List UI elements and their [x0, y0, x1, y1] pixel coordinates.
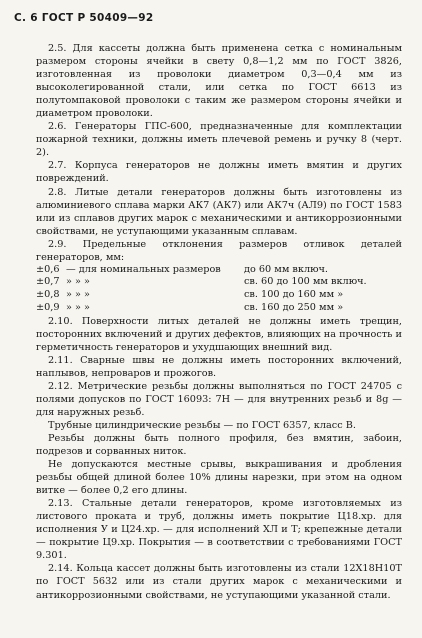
tolerance-row [36, 276, 402, 289]
clause-2-10: 2.10. Поверхности литых деталей не должны иметь трещин, посторонних включений и других дефектов, влияющих на прочность и герметичность генераторов и ухудшающих внешний вид. [36, 315, 402, 353]
page-header: С. 6 ГОСТ Р 50409—92 [14, 12, 154, 24]
tolerance-desc: » » » [66, 301, 90, 313]
clause-2-6: 2.6. Генераторы ГПС-600, предназначенные для комплектации пожарной техники, должны иметь плечевой ремень и ручку 8 (черт. 2). [36, 121, 402, 159]
tolerance-value: ±0,8 [36, 289, 60, 301]
tolerance-table [36, 264, 402, 315]
clause-2-11: 2.11. Сварные швы не должны иметь посторонних включений, наплывов, непроваров и прожогов. [36, 354, 402, 379]
tolerance-value: ±0,7 [36, 276, 60, 288]
document-body [36, 42, 402, 602]
clause-2-13: 2.13. Стальные детали генераторов, кроме изготовляемых из листового проката и труб, должны иметь покрытие Ц18.хр. для исполнения У и Ц24.хр. — для исполнений ХЛ и Т; крепежные детали — покрытие Ц9.хр. Покрытия — в соответствии с требованиями ГОСТ 9.301. [36, 498, 402, 562]
full-profile-note: Резьбы должны быть полного профиля, без вмятин, забоин, подрезов и сорванных ниток. [36, 432, 402, 458]
tolerance-row [36, 302, 402, 315]
tolerance-row [36, 289, 402, 302]
clause-2-12: 2.12. Метрические резьбы должны выполняться по ГОСТ 24705 с полями допусков по ГОСТ 16093: 7Н — для внутренних резьб и 8g — для наружных резьб. [36, 380, 402, 418]
tolerance-desc: » » » [66, 276, 90, 288]
tolerance-desc: — для номинальных размеров [66, 263, 221, 275]
pipe-thread-note: Трубные цилиндрические резьбы — по ГОСТ 6357, класс В. [48, 419, 356, 431]
clause-2-7: 2.7. Корпуса генераторов не должны иметь вмятин и других повреждений. [36, 160, 402, 185]
tolerance-range: св. 160 до 250 мм » [244, 301, 344, 313]
tolerance-range: св. 100 до 160 мм » [244, 289, 344, 301]
thread-defects-note: Не допускаются местные срывы, выкрашивания и дробления резьбы общей длиной более 10% длины нарезки, при этом на одном витке — более 0,2 его длины. [36, 459, 402, 497]
tolerance-desc: » » » [66, 289, 90, 301]
clause-2-9: 2.9. Предельные отклонения размеров отливок деталей генераторов, мм: [36, 238, 402, 263]
clause-2-8: 2.8. Литые детали генераторов должны быть изготовлены из алюминиевого сплава марки АК7 (АК7) или АК7ч (АЛ9) по ГОСТ 1583 или из сплавов других марок с механическими и антикоррозионными свойствами, не уступающими указанным сплавам. [36, 186, 402, 237]
tolerance-value: ±0,9 [36, 301, 60, 313]
tolerance-range: св. 60 до 100 мм включ. [244, 276, 367, 288]
tolerance-row [36, 264, 402, 277]
tolerance-range: до 60 мм включ. [244, 263, 329, 275]
clause-2-5: 2.5. Для кассеты должна быть применена сетка с номинальным размером стороны ячейки в свету 0,8—1,2 мм по ГОСТ 3826, изготовленная из проволоки диаметром 0,3—0,4 мм из высоколегированной стали, или сетка по ГОСТ 6613 из полутомпаковой проволоки с таким же размером стороны ячейки и диаметром проволоки. [36, 43, 402, 120]
tolerance-value: ±0,6 [36, 263, 60, 275]
clause-2-14: 2.14. Кольца кассет должны быть изготовлены из стали 12Х18Н10Т по ГОСТ 5632 или из стали других марок с механическими и антикоррозионными свойствами, не уступающими указанной стали. [36, 563, 402, 601]
